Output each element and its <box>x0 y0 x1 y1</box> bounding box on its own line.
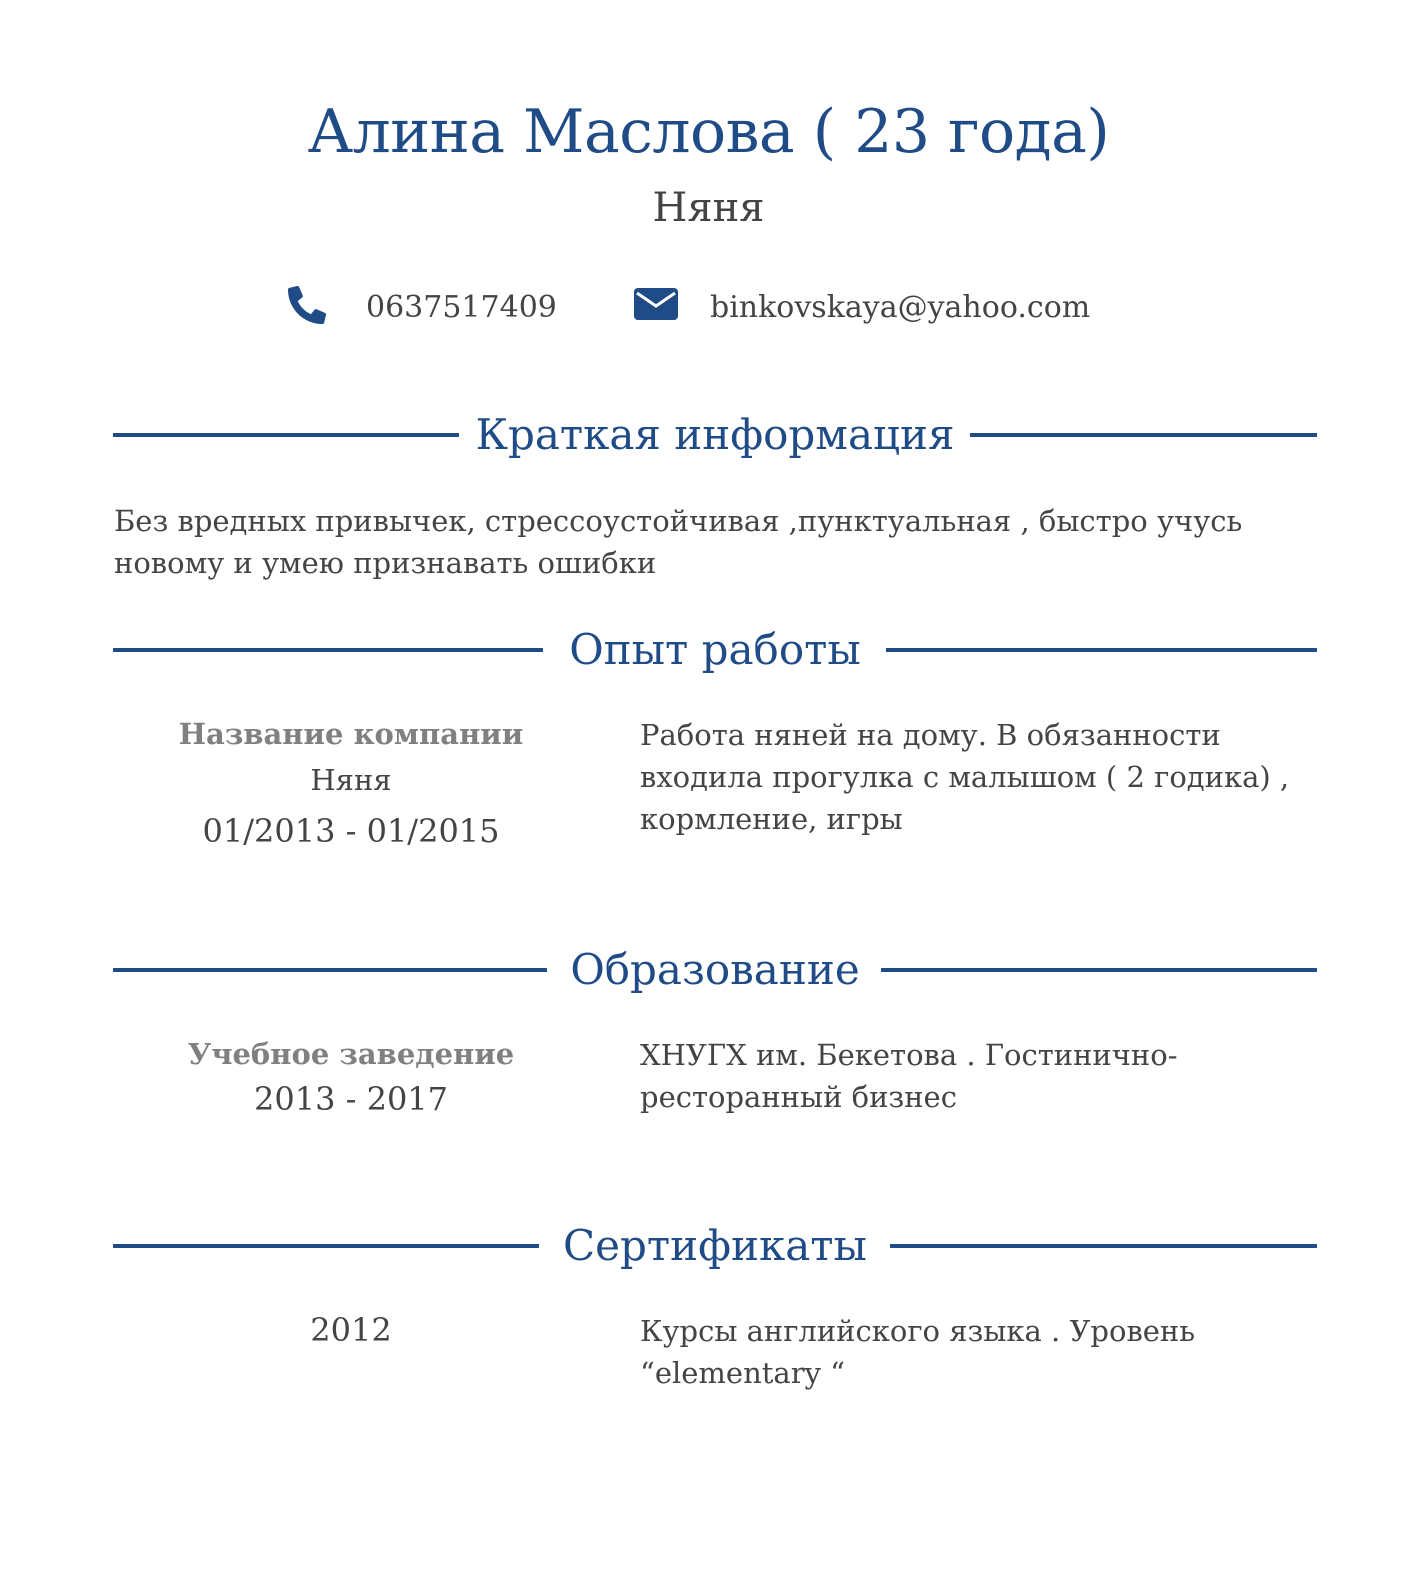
section-title: Образование <box>570 945 860 994</box>
experience-description: Работа няней на дому. В обязанности входила прогулка с малышом ( 2 годика) , кормление, игры <box>640 718 1290 836</box>
candidate-position: Няня <box>652 185 765 231</box>
contact-row <box>0 282 1417 334</box>
job-dates: 01/2013 - 01/2015 <box>202 812 500 850</box>
education-meta <box>130 1034 572 1124</box>
divider-line <box>890 1244 1317 1248</box>
divider-line <box>886 648 1317 652</box>
divider-line <box>970 433 1317 437</box>
education-dates: 2013 - 2017 <box>253 1080 449 1118</box>
summary-section-header <box>113 405 1317 465</box>
certificate-description: Курсы английского языка . Уровень “elementary “ <box>640 1314 1196 1390</box>
section-title: Краткая информация <box>475 410 955 459</box>
certificate-meta <box>130 1305 572 1355</box>
phone-number: 0637517409 <box>366 290 557 325</box>
summary-text: Без вредных привычек, стрессоустойчивая ,пунктуальная , быстро учусь новому и умею признавать ошибки <box>114 504 1243 580</box>
education-description: ХНУГХ им. Бекетова . Гостинично-ресторанный бизнес <box>640 1038 1178 1114</box>
company-name: Название компании <box>178 717 524 751</box>
experience-meta <box>130 714 572 856</box>
envelope-icon <box>634 288 678 320</box>
divider-line <box>881 968 1317 972</box>
phone-icon <box>288 286 326 324</box>
certificate-year: 2012 <box>310 1311 392 1349</box>
certificates-section-header <box>113 1216 1317 1276</box>
section-title: Опыт работы <box>569 625 861 674</box>
section-title: Сертификаты <box>563 1221 867 1270</box>
email-address: binkovskaya@yahoo.com <box>710 290 1091 325</box>
job-role: Няня <box>310 763 392 797</box>
education-section-header <box>113 940 1317 1000</box>
institution-name: Учебное заведение <box>187 1037 515 1071</box>
candidate-name: Алина Маслова ( 23 года) <box>307 97 1110 167</box>
experience-section-header <box>113 620 1317 680</box>
